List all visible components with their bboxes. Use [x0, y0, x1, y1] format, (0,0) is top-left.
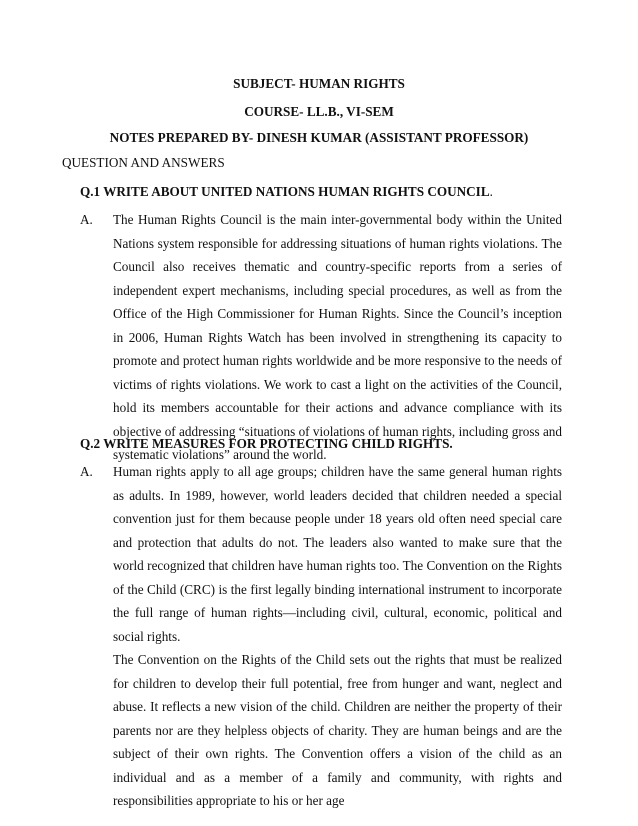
subject-title: SUBJECT- HUMAN RIGHTS: [233, 76, 405, 91]
question-1-heading-text: Q.1 WRITE ABOUT UNITED NATIONS HUMAN RIGHTS COUNCIL: [80, 184, 490, 199]
answer-2: [80, 460, 562, 813]
answer-1-marker: A.: [80, 212, 93, 227]
question-1-heading: [80, 184, 493, 200]
answer-1-paragraph-1: The Human Rights Council is the main inter-governmental body within the United Nations system responsible for addressing situations of human rights violations. The Council also receives thematic and country-specific reports from a series of independent expert mechanisms, including special procedures, as well as from the Office of the High Commissioner for Human Rights. Since the Council’s inception in 2006, Human Rights Watch has been involved in strengthening its capacity to promote and protect human rights worldwide and be more responsive to the needs of victims of rights violations. We work to cast a light on the activities of the Council, hold its members accountable for their actions and advance compliance with its objective of addressing “situations of violations of human rights, including gross and systematic violations” around the world.: [113, 212, 562, 462]
answer-2-body: [113, 460, 562, 813]
section-label: QUESTION AND ANSWERS: [62, 155, 225, 170]
prepared-by-line: NOTES PREPARED BY- DINESH KUMAR (ASSISTANT PROFESSOR): [109, 130, 529, 145]
question-1-heading-end: .: [489, 184, 493, 199]
question-2-heading-text: Q.2 WRITE MEASURES FOR PROTECTING CHILD RIGHTS.: [80, 436, 453, 451]
answer-2-paragraph-1: Human rights apply to all age groups; children have the same general human rights as adults. In 1989, however, world leaders decided that children needed a special convention just for them because people under 18 years old often need special care and protection that adults do not. The leaders also wanted to make sure that the world recognized that children have human rights too. The Convention on the Rights of the Child (CRC) is the first legally binding international instrument to incorporate the full range of human rights—including civil, cultural, economic, political and social rights.: [113, 464, 562, 644]
answer-1: [80, 208, 562, 467]
question-2-heading: [80, 436, 453, 452]
answer-2-marker: A.: [80, 464, 93, 479]
answer-2-paragraph-2: The Convention on the Rights of the Child sets out the rights that must be realized for children to develop their full potential, free from hunger and want, neglect and abuse. It reflects a new vision of the child. Children are neither the property of their parents nor are they helpless objects of charity. They are human beings and are the subject of their own rights. The Convention offers a vision of the child as an individual and as a member of a family and community, with rights and responsibilities appropriate to his or her age: [113, 652, 562, 808]
course-title: COURSE- LL.B., VI-SEM: [244, 104, 394, 119]
answer-1-body: [113, 208, 562, 467]
